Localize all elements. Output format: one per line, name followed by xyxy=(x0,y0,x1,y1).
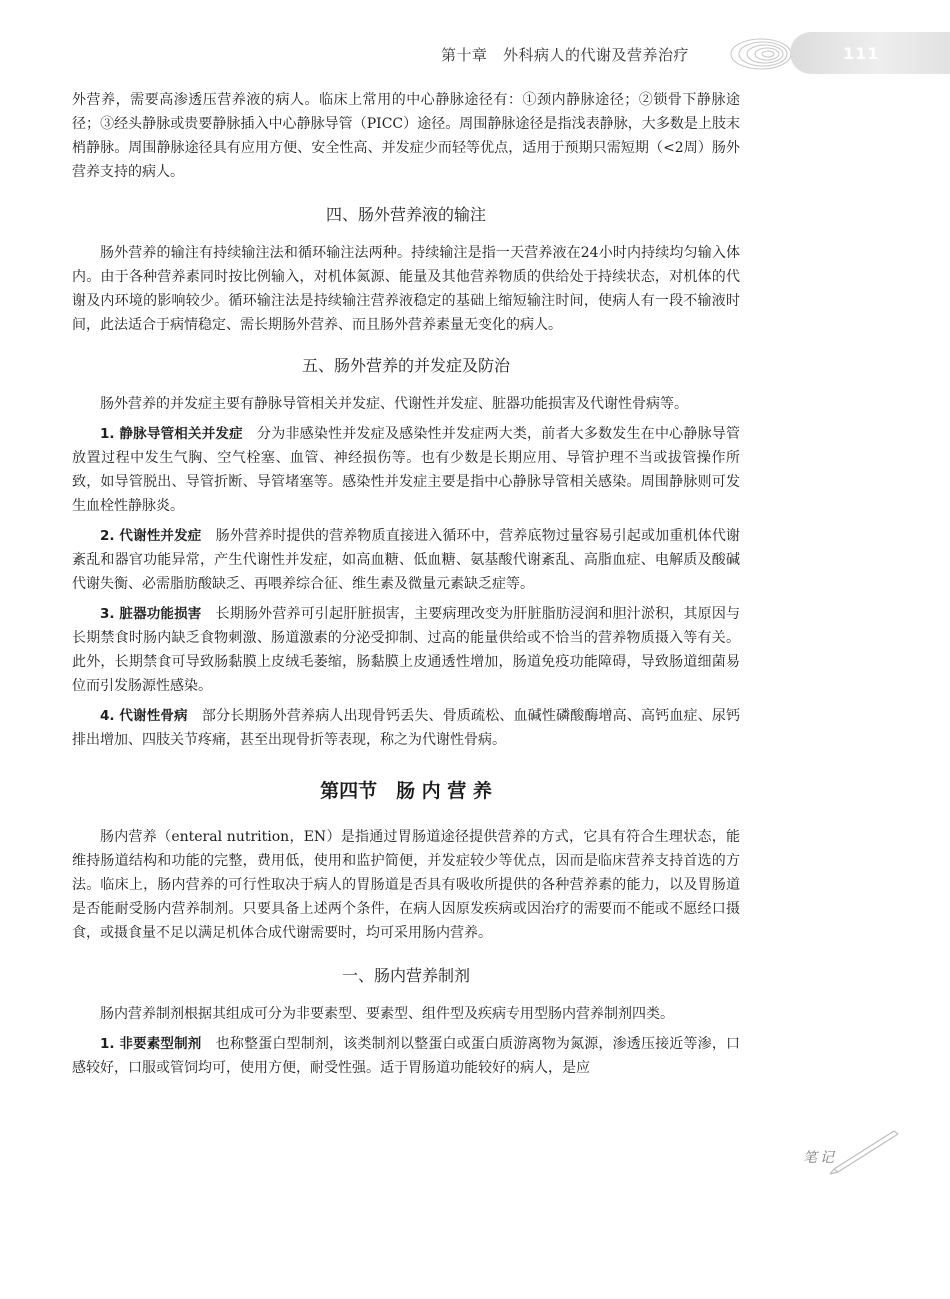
chapter-title: 第十章 外科病人的代谢及营养治疗 xyxy=(441,46,690,64)
notes-label: 笔记 xyxy=(803,1150,837,1166)
complication-item-text: 分为非感染性并发症及感染性并发症两大类，前者大多数发生在中心静脉导管放置过程中发生气胸、空气栓塞、血管、神经损伤等。也有少数是长期应用、导管护理不当或拔管操作所致，如导管脱出、导管折断、导管堵塞等。感染性并发症主要是指中心静脉导管相关感染。周围静脉则可发生血栓性静脉炎。 xyxy=(72,426,740,514)
preparation-item xyxy=(72,1032,740,1080)
notes-margin xyxy=(800,1125,910,1185)
complication-item xyxy=(72,422,740,518)
complication-item-head: 4. 代谢性骨病 xyxy=(100,708,188,724)
subheading-infusion: 四、肠外营养液的输注 xyxy=(325,205,486,224)
complication-item-text: 部分长期肠外营养病人出现骨钙丢失、骨质疏松、血碱性磷酸酶增高、高钙血症、尿钙排出增加、四肢关节疼痛，甚至出现骨折等表现，称之为代谢性骨病。 xyxy=(72,708,740,748)
page-body xyxy=(72,88,740,1080)
complication-item-head: 2. 代谢性并发症 xyxy=(100,528,202,544)
complication-item xyxy=(72,602,740,698)
complication-item xyxy=(72,524,740,596)
complication-item-text: 长期肠外营养可引起肝脏损害，主要病理改变为肝脏脂肪浸润和胆汁淤积，其原因与长期禁食时肠内缺乏食物刺激、肠道激素的分泌受抑制、过高的能量供给或不恰当的营养物质摄入等有关。此外，长期禁食可导致肠黏膜上皮绒毛萎缩，肠黏膜上皮通透性增加，肠道免疫功能障碍，导致肠道细菌易位而引发肠源性感染。 xyxy=(72,606,741,694)
page-number: 111 xyxy=(843,44,880,63)
intro-paragraph: 外营养，需要高渗透压营养液的病人。临床上常用的中心静脉途径有：①颈内静脉途径；②锁骨下静脉途径；③经头静脉或贵要静脉插入中心静脉导管（PICC）途径。周围静脉途径是指浅表静脉，大多数是上肢末梢静脉。周围静脉途径具有应用方便、安全性高、并发症少而轻等优点，适用于预期只需短期（<2周）肠外营养支持的病人。 xyxy=(72,92,740,180)
page-header xyxy=(0,28,950,78)
pen-icon xyxy=(828,1125,900,1175)
preparation-item-head: 1. 非要素型制剂 xyxy=(100,1036,202,1052)
preparations-paragraph: 肠内营养制剂根据其组成可分为非要素型、要素型、组件型及疾病专用型肠内营养制剂四类。 xyxy=(100,1006,674,1022)
complication-item-text: 肠外营养时提供的营养物质直接进入循环中，营养底物过量容易引起或加重机体代谢紊乱和器官功能异常，产生代谢性并发症，如高血糖、低血糖、氨基酸代谢紊乱、高脂血症、电解质及酸碱代谢失衡、必需脂肪酸缺乏、再喂养综合征、维生素及微量元素缺乏症等。 xyxy=(72,528,741,592)
section-heading: 第四节 肠 内 营 养 xyxy=(320,780,492,802)
complication-item xyxy=(72,704,740,752)
infusion-paragraph: 肠外营养的输注有持续输注法和循环输注法两种。持续输注是指一天营养液在24小时内持续均匀输入体内。由于各种营养素同时按比例输入，对机体氮源、能量及其他营养物质的供给处于持续状态，对机体的代谢及内环境的影响较少。循环输注法是持续输注营养液稳定的基础上缩短输注时间，使病人有一段不输液时间，此法适合于病情稳定、需长期肠外营养、而且肠外营养素量无变化的病人。 xyxy=(72,245,740,333)
complications-intro: 肠外营养的并发症主要有静脉导管相关并发症、代谢性并发症、脏器功能损害及代谢性骨病等。 xyxy=(100,396,688,412)
subheading-complications: 五、肠外营养的并发症及防治 xyxy=(301,356,510,375)
subheading-preparations: 一、肠内营养制剂 xyxy=(341,966,470,985)
swirl-ornament-icon xyxy=(723,30,793,74)
enteral-intro-paragraph: 肠内营养（enteral nutrition，EN）是指通过胃肠道途径提供营养的方式，它具有符合生理状态，能维持肠道结构和功能的完整，费用低，使用和监护简便，并发症较少等优点，因而是临床营养支持首选的方法。临床上，肠内营养的可行性取决于病人的胃肠道是否具有吸收所提供的各种营养素的能力，以及胃肠道是否能耐受肠内营养制剂。只要具备上述两个条件，在病人因原发疾病或因治疗的需要而不能或不愿经口摄食，或摄食量不足以满足机体合成代谢需要时，均可采用肠内营养。 xyxy=(72,829,740,941)
complication-item-head: 1. 静脉导管相关并发症 xyxy=(100,426,243,442)
complication-item-head: 3. 脏器功能损害 xyxy=(100,606,202,622)
preparation-item-text: 也称整蛋白型制剂，该类制剂以整蛋白或蛋白质游离物为氮源，渗透压接近等渗，口感较好，口服或管饲均可，使用方便，耐受性强。适于胃肠道功能较好的病人，是应 xyxy=(72,1036,741,1076)
